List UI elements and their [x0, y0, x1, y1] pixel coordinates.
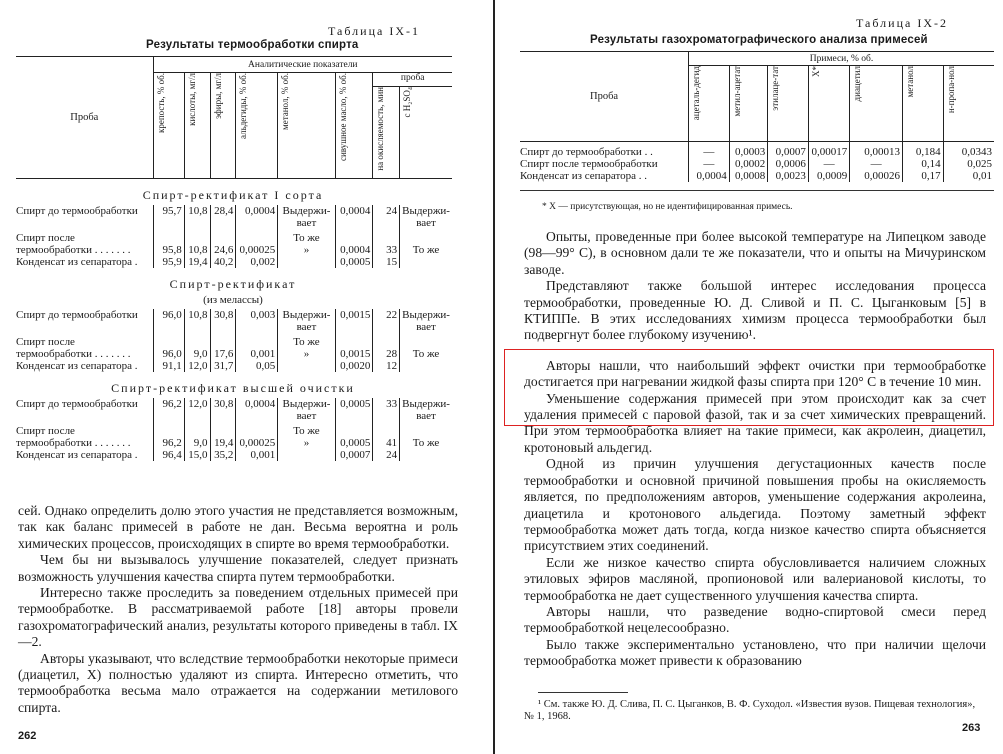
table-cell: 0,001: [236, 449, 278, 461]
right-page: [500, 0, 1003, 754]
table-cell: 0,00025: [236, 229, 278, 256]
table-cell: 95,9: [153, 256, 184, 268]
footnote: ¹ См. также Ю. Д. Слива, П. С. Цыганков, В. Ф. Суходол. «Известия вузов. Пищевая технология», № 1, 1968.: [524, 699, 976, 722]
table-cell: Выдержи- вает: [400, 205, 452, 229]
table-cell: 33: [373, 229, 400, 256]
paragraph: Представляют также большой интерес исследования процесса термообработки, проведенные Ю. Д. Сливой и П. С. Цыганковым [5] в КТИППе. В этих исследованиях химизм процесса термообработки был подвергнут более глубокому изучению¹.: [524, 278, 986, 343]
table-cell: 15,0: [184, 449, 210, 461]
paragraph: сей. Однако определить долю этого участия не представляется возможным, так как баланс примесей в работе не дан. Весьма вероятна и роль химических процессов, происходящих в спирте во время термообработки.: [18, 503, 458, 551]
table-cell: Выдержи- вает: [400, 398, 452, 422]
table-cell: 0,0020: [335, 360, 373, 372]
table-cell: 0,17: [903, 170, 944, 182]
table-cell: 19,4: [184, 256, 210, 268]
col-proba: Проба: [520, 52, 689, 142]
table-cell: 96,2: [153, 422, 184, 449]
paragraph: Авторы указывают, что вследствие термообработки некоторые примеси (диацетил, X) полностью удаляют из спирта. Интересно отметить, что термообработка весьма мало отражается на содержании метилового спирта.: [18, 650, 458, 715]
footnote-rule: [538, 692, 628, 693]
table-cell: [278, 360, 335, 372]
table-row: [16, 256, 452, 268]
table-cell: Выдержи- вает: [278, 398, 335, 422]
col-metanol: метанол: [905, 66, 916, 98]
table-cell: 0,00026: [850, 170, 903, 182]
table-cell: 19,4: [210, 422, 236, 449]
table-cell: 10,8: [184, 309, 210, 333]
table-cell: 0,0004: [236, 205, 278, 229]
table-cell: 22: [373, 309, 400, 333]
table-cell: —: [689, 158, 730, 170]
col-diacetil: диацетил: [852, 66, 863, 102]
table-cell: —: [850, 158, 903, 170]
table-cell: 0,001: [236, 333, 278, 360]
table-cell: 0,0023: [768, 170, 809, 182]
table-cell: 0,00013: [850, 142, 903, 159]
col-okislyaemost: на окисляемость, мин: [375, 87, 386, 171]
table-cell: 0,0009: [808, 170, 849, 182]
col-aldegidy: альдегиды, % об.: [238, 73, 249, 139]
results-table: [16, 56, 452, 461]
table-cell: 0,0004: [689, 170, 730, 182]
table-cell: 0,0015: [335, 333, 373, 360]
table-cell: 9,0: [184, 422, 210, 449]
table-row: [16, 422, 452, 449]
table-cell: [278, 449, 335, 461]
table-footnote: * X — присутствующая, но не идентифицированная примесь.: [542, 202, 793, 212]
table-cell: 0,0005: [335, 398, 373, 422]
table-cell: 0,0003: [729, 142, 768, 159]
table-cell: 17,6: [210, 333, 236, 360]
table-cell: 0,0004: [335, 229, 373, 256]
table-cell: 0,0015: [335, 309, 373, 333]
table-cell: 33: [373, 398, 400, 422]
table-cell: 0,002: [236, 256, 278, 268]
table-cell: 30,8: [210, 309, 236, 333]
table-cell: 28: [373, 333, 400, 360]
section-subtitle: (из мелассы): [203, 294, 263, 306]
table-cell: 0,00017: [808, 142, 849, 159]
table-cell: 96,2: [153, 398, 184, 422]
table-cell: 35,2: [210, 449, 236, 461]
table-cell: То же: [400, 229, 452, 256]
row-label: Спирт после термообработки . . . . . . .: [16, 232, 131, 256]
table-cell: 10,8: [184, 205, 210, 229]
col-propanol: н-пропа-нол: [945, 66, 956, 114]
table-cell: Выдержи- вает: [278, 309, 335, 333]
table-cell: 96,4: [153, 449, 184, 461]
section-title: Спирт-ректификат высшей очистки: [111, 381, 355, 395]
table-cell: 12,0: [184, 398, 210, 422]
section-heading: [16, 268, 452, 294]
col-x: X*: [810, 66, 821, 77]
table-cell: То же »: [278, 333, 335, 360]
table-cell: 0,0343: [943, 142, 994, 159]
row-label: Спирт до термообработки . .: [520, 146, 653, 158]
row-label: Конденсат из сепаратора .: [16, 449, 138, 461]
section-subheading: [16, 294, 452, 309]
table-cell: 0,0005: [335, 422, 373, 449]
col-sivush: сивушное масло, % об.: [337, 73, 348, 162]
table-cell: 0,0007: [768, 142, 809, 159]
page-number: 262: [18, 730, 37, 742]
table-cell: 0,0002: [729, 158, 768, 170]
col-metilacetat: метил-ацетат: [731, 66, 742, 117]
paragraph: Авторы нашли, что разведение водно-спиртовой смеси перед термообработкой нецелесообразно.: [524, 603, 986, 636]
table-cell: [400, 449, 452, 461]
table-cell: 30,8: [210, 398, 236, 422]
table-cell: 12: [373, 360, 400, 372]
col-etilacetat: этилаце-тат: [770, 66, 781, 111]
table-cell: 28,4: [210, 205, 236, 229]
table-row: [16, 360, 452, 372]
col-acetaldegid: ацеталь-дегид: [691, 66, 702, 121]
col-krepost: крепость, % об.: [155, 73, 166, 134]
paragraph: Если же низкое качество спирта обусловливается наличием сложных этиловых эфиров масляной, пропионовой или валериановой кислоты, то термообработка не дает существенного улучшения качества спирта.: [524, 554, 986, 603]
table-cell: 0,05: [236, 360, 278, 372]
table-cell: 0,00025: [236, 422, 278, 449]
book-spine: [493, 0, 495, 754]
table-cell: 31,7: [210, 360, 236, 372]
table-row: [16, 309, 452, 333]
table-cell: 15: [373, 256, 400, 268]
row-label: Спирт до термообработки: [16, 205, 138, 217]
table-cell: 0,14: [903, 158, 944, 170]
table-cell: 0,003: [236, 309, 278, 333]
col-kisloty: кислоты, мг/л: [186, 73, 197, 126]
table-cell: [400, 360, 452, 372]
right-body-text: [524, 229, 986, 670]
table-bottom-rule: [520, 190, 994, 191]
table-row: [520, 142, 994, 159]
table-number: Таблица IX-1: [328, 24, 420, 38]
row-label: Спирт после термообработки . . . . . . .: [16, 425, 131, 449]
table-row: [16, 398, 452, 422]
left-body-text: [18, 503, 458, 716]
table-cell: То же »: [278, 229, 335, 256]
table-number: Таблица IX-2: [856, 16, 948, 30]
col-h2so4: с H₂SO₄: [402, 87, 413, 118]
table-cell: 0,0004: [236, 398, 278, 422]
table-cell: 24: [373, 205, 400, 229]
row-label: Спирт после термообработки: [520, 158, 658, 170]
row-label: Спирт до термообработки: [16, 309, 138, 321]
row-label: Спирт до термообработки: [16, 398, 138, 410]
section-title: Спирт-ректификат: [169, 277, 297, 291]
paragraph: Было также экспериментально установлено, что при наличии щелочи термообработка может привести к образованию: [524, 636, 986, 669]
table-cell: 40,2: [210, 256, 236, 268]
paragraph: Интересно также проследить за поведением отдельных примесей при термообработке. В рассматриваемой работе [18] авторы провели газохроматографический анализ, результаты которого приведены в табл. IX—2.: [18, 585, 458, 650]
table-cell: [400, 256, 452, 268]
table-cell: [278, 256, 335, 268]
table-cell: 96,0: [153, 309, 184, 333]
table-cell: 0,184: [903, 142, 944, 159]
table-cell: 24,6: [210, 229, 236, 256]
table-cell: 96,0: [153, 333, 184, 360]
page-number: 263: [962, 722, 981, 734]
col-efiry: эфиры, мг/л: [212, 73, 223, 119]
col-proba-group: проба: [373, 73, 452, 87]
table-cell: 0,0006: [768, 158, 809, 170]
col-group: Примеси, % об.: [689, 52, 994, 66]
table-row: [16, 205, 452, 229]
paragraph: Чем бы ни вызывалось улучшение показателей, следует признать возможность улучшения качества спирта путем термообработки.: [18, 552, 458, 584]
table-row: [16, 333, 452, 360]
section-title: Спирт-ректификат I сорта: [142, 188, 324, 202]
table-cell: 0,025: [943, 158, 994, 170]
section-heading: [16, 372, 452, 398]
table-cell: 0,0005: [335, 256, 373, 268]
row-label: Спирт после термообработки . . . . . . .: [16, 336, 131, 360]
chromatography-table: [520, 51, 994, 182]
col-analytical: Аналитические показатели: [153, 57, 452, 73]
left-page: [0, 0, 490, 754]
table-cell: 91,1: [153, 360, 184, 372]
table-cell: 95,8: [153, 229, 184, 256]
table-cell: 0,0004: [335, 205, 373, 229]
paragraph: Опыты, проведенные при более высокой температуре на Липецком заводе (98—99° С), в основном дали те же показатели, что и опыты на Мичуринском заводе.: [524, 229, 986, 277]
section-heading: [16, 179, 452, 206]
table-cell: То же: [400, 422, 452, 449]
table-cell: Выдержи- вает: [278, 205, 335, 229]
row-label: Конденсат из сепаратора . .: [520, 170, 648, 182]
table-cell: 12,0: [184, 360, 210, 372]
row-label: Конденсат из сепаратора .: [16, 256, 138, 268]
table-row: [16, 229, 452, 256]
table-row: [520, 170, 994, 182]
table-cell: Выдержи- вает: [400, 309, 452, 333]
table-cell: То же: [400, 333, 452, 360]
table-cell: 0,0007: [335, 449, 373, 461]
table-cell: 24: [373, 449, 400, 461]
row-label: Конденсат из сепаратора .: [16, 360, 138, 372]
highlight-box: [504, 349, 994, 426]
table-title: Результаты газохроматографического анализа примесей: [590, 34, 928, 46]
table-cell: 41: [373, 422, 400, 449]
table-cell: —: [808, 158, 849, 170]
paragraph: Одной из причин улучшения дегустационных качеств после термообработки и основной причиной повышения пробы на окисляемость является, по предположениям авторов, уменьшение содержания акролеина, диацетила и кротонового альдегида. Поэтому заметный эффект термообработка может дать тогда, когда низкое качество спирта объясняется присутствием этих соединений.: [524, 456, 986, 554]
table-title: Результаты термообработки спирта: [146, 39, 359, 51]
table-cell: 0,01: [943, 170, 994, 182]
table-row: [16, 449, 452, 461]
table-cell: 9,0: [184, 333, 210, 360]
highlighted-paragraph: Авторы нашли, что наибольший эффект очистки при термообработке достигается при нагревании жидкой фазы спирта при 120° С в течение 10 мин.: [524, 357, 986, 390]
col-proba: Проба: [16, 57, 153, 179]
table-cell: То же »: [278, 422, 335, 449]
paragraph: Уменьшение содержания примесей при этом происходит как за счет удаления примесей с паровой фазой, так и за счет химических превращений. При этом термообработка влияет на такие примеси, как акролеин, диацетил, кротоновый альдегид.: [524, 390, 986, 455]
table-cell: 0,0008: [729, 170, 768, 182]
table-cell: 10,8: [184, 229, 210, 256]
table-cell: —: [689, 142, 730, 159]
table-cell: 95,7: [153, 205, 184, 229]
table-row: [520, 158, 994, 170]
col-metanol: метанол, % об.: [280, 73, 291, 130]
